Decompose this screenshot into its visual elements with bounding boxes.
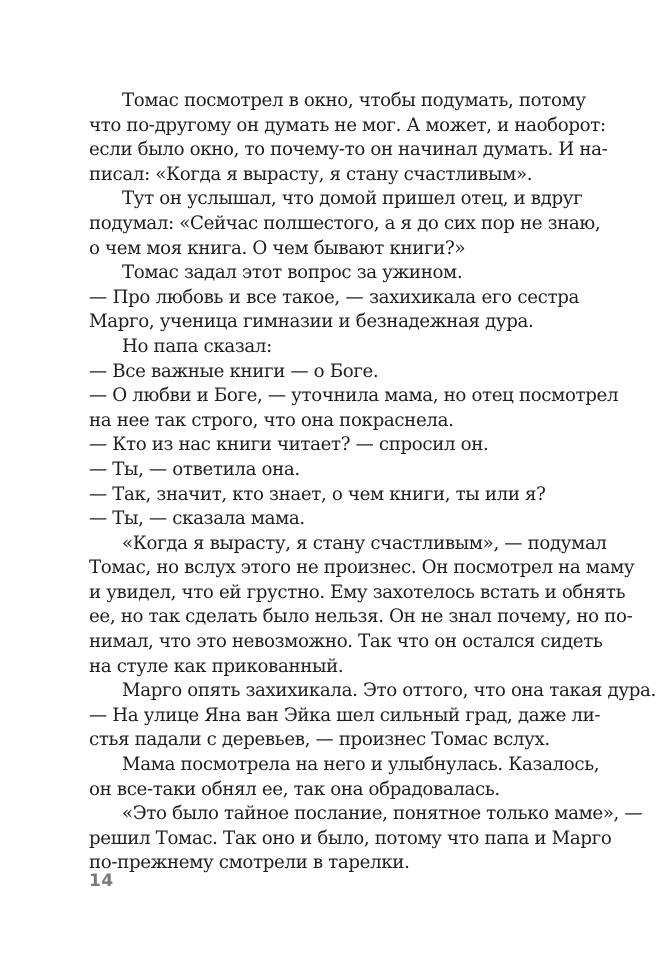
text-line: Тут он услышал, что домой пришел отец, и вдруг	[122, 188, 583, 210]
text-line: Но папа сказал:	[122, 335, 272, 357]
text-line: Томас задал этот вопрос за ужином.	[122, 262, 463, 284]
text-line: Мама посмотрела на него и улыбнулась. Казалось,	[122, 754, 600, 776]
text-line: по-прежнему смотрели в тарелки.	[89, 852, 410, 874]
text-line: — На улице Яна ван Эйка шел сильный град, даже ли-	[89, 704, 601, 726]
page-number: 14	[89, 871, 114, 891]
text-line: Марго, ученица гимназии и безнадежная дура.	[89, 311, 534, 333]
text-line: подумал: «Сейчас полшестого, а я до сих пор не знаю,	[89, 212, 601, 234]
text-line: стья падали с деревьев, — произнес Томас вслух.	[89, 729, 550, 751]
text-line: — Ты, — ответила она.	[89, 458, 300, 480]
text-line: он все-таки обнял ее, так она обрадовалась.	[89, 778, 500, 800]
text-line: «Это было тайное послание, понятное только маме», —	[122, 803, 643, 825]
text-line: — Так, значит, кто знает, о чем книги, ты или я?	[89, 483, 546, 505]
text-line: на стуле как прикованный.	[89, 655, 344, 677]
text-line: если было окно, то почему-то он начинал думать. И на-	[89, 139, 608, 161]
text-line: — Ты, — сказала мама.	[89, 508, 305, 530]
text-line: Марго опять захихикала. Это оттого, что она такая дура.	[122, 680, 656, 702]
text-line: что по-другому он думать не мог. А может, и наоборот:	[89, 114, 606, 136]
text-line: и увидел, что ей грустно. Ему захотелось встать и обнять	[89, 581, 626, 603]
text-line: «Когда я вырасту, я стану счастливым», — подумал	[122, 532, 607, 554]
text-line: — Кто из нас книги читает? — спросил он.	[89, 434, 489, 456]
text-line: решил Томас. Так оно и было, потому что папа и Марго	[89, 827, 612, 849]
text-line: о чем моя книга. О чем бывают книги?»	[89, 237, 466, 259]
text-line: Томас, но вслух этого не произнес. Он посмотрел на маму	[89, 557, 635, 579]
text-line: нимал, что это невозможно. Так что он остался сидеть	[89, 631, 603, 653]
text-line: Томас посмотрел в окно, чтобы подумать, потому	[122, 90, 586, 111]
text-line: — Все важные книги — о Боге.	[89, 360, 379, 382]
text-line: ее, но так сделать было нельзя. Он не знал почему, но по-	[89, 606, 633, 628]
text-line: — Про любовь и все такое, — захихикала его сестра	[89, 286, 579, 308]
text-line: на нее так строго, что она покраснела.	[89, 409, 454, 431]
text-line: писал: «Когда я вырасту, я стану счастливым».	[89, 163, 533, 185]
page-body	[89, 89, 656, 876]
text-line: — О любви и Боге, — уточнила мама, но отец посмотрел	[89, 385, 619, 407]
